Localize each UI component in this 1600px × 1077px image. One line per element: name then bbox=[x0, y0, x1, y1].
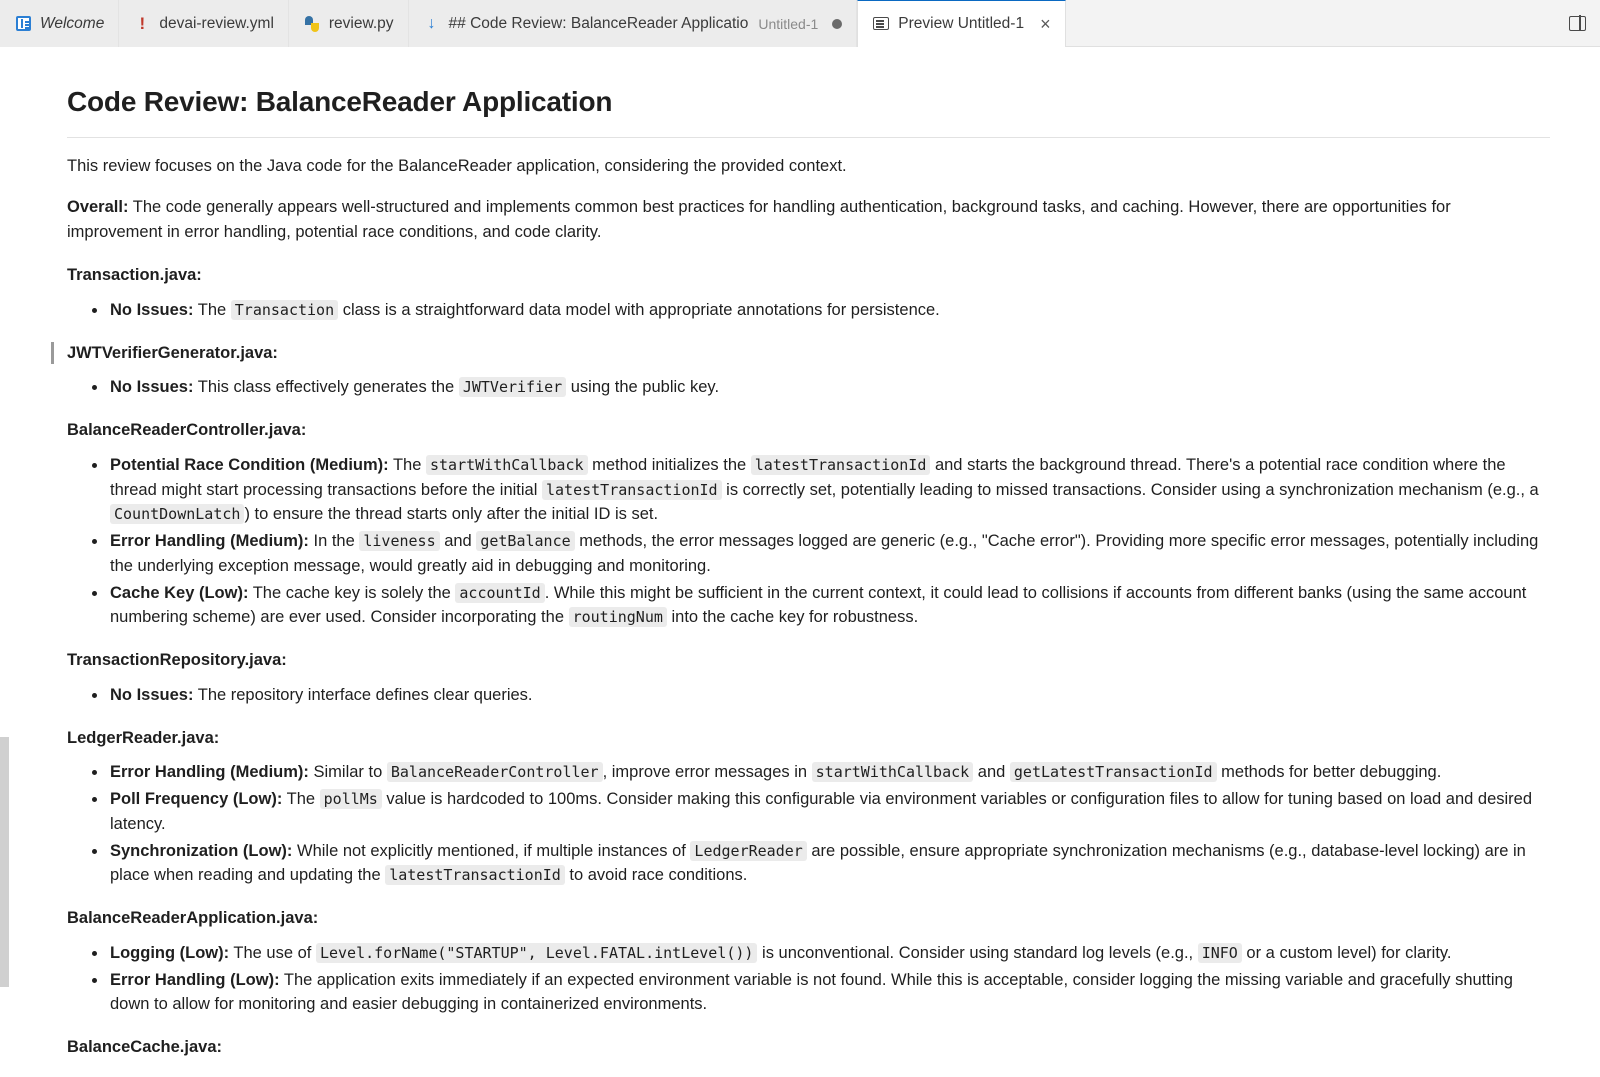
item-text: Similar to bbox=[308, 763, 387, 782]
item-text: and starts the background thread. There's a potential race condition where the thread might start processing transactions before the initial bbox=[110, 455, 1506, 499]
close-icon[interactable]: × bbox=[1040, 13, 1051, 34]
item-label: Error Handling (Medium): bbox=[110, 763, 309, 782]
tab-dirty-indicator[interactable] bbox=[832, 19, 842, 29]
inline-code: latestTransactionId bbox=[385, 865, 565, 885]
item-label: No Issues: bbox=[110, 685, 194, 704]
item-text: or a custom level) for clarity. bbox=[1241, 943, 1452, 962]
item-label: Logging (Low): bbox=[110, 943, 230, 962]
inline-code: CountDownLatch bbox=[110, 504, 244, 524]
python-icon bbox=[303, 15, 321, 33]
welcome-icon bbox=[14, 15, 32, 33]
inline-code: startWithCallback bbox=[426, 455, 588, 475]
item-text: The bbox=[193, 300, 231, 319]
item-text: The bbox=[388, 455, 426, 474]
inline-code: LedgerReader bbox=[690, 841, 806, 861]
item-text: ) to ensure the thread starts only after the initial ID is set. bbox=[244, 505, 659, 524]
list-item bbox=[110, 968, 1550, 1018]
item-text: to avoid race conditions. bbox=[564, 866, 748, 885]
overall-paragraph bbox=[67, 195, 1550, 245]
markdown-icon: ↓ bbox=[427, 14, 436, 32]
item-label: No Issues: bbox=[110, 300, 194, 319]
section-heading: BalanceReaderController.java: bbox=[67, 421, 307, 440]
item-text: The cache key is solely the bbox=[248, 583, 456, 602]
item-label: Poll Frequency (Low): bbox=[110, 790, 283, 809]
item-text: class is a straightforward data model with appropriate annotations for persistence. bbox=[338, 300, 940, 319]
item-text: methods, the error messages logged are generic (e.g., "Cache error"). Providing more specific error messages, potentially including the underlying exception message, would greatly aid in debugging and monitoring. bbox=[110, 532, 1539, 575]
section-bullet-list bbox=[67, 375, 1550, 400]
section-bullet-list bbox=[67, 298, 1550, 323]
inline-code: pollMs bbox=[320, 789, 382, 809]
list-item bbox=[110, 787, 1550, 837]
item-text: and bbox=[973, 763, 1010, 782]
item-text: is correctly set, potentially leading to missed transactions. Consider using a synchronization mechanism (e.g., a bbox=[721, 480, 1539, 499]
inline-code: latestTransactionId bbox=[542, 480, 722, 500]
tab-label: Welcome bbox=[40, 14, 105, 32]
inline-code: Transaction bbox=[231, 300, 338, 320]
item-text: The repository interface defines clear queries. bbox=[193, 685, 533, 704]
tab-label: ## Code Review: BalanceReader Applicatio bbox=[448, 14, 749, 32]
tab-label: devai-review.yml bbox=[159, 14, 274, 32]
tab-label: Preview Untitled-1 bbox=[898, 14, 1025, 32]
item-label: Cache Key (Low): bbox=[110, 583, 249, 602]
section-heading: Transaction.java: bbox=[67, 266, 202, 285]
review-sections bbox=[67, 263, 1550, 1060]
item-text: The use of bbox=[229, 943, 316, 962]
inline-code: routingNum bbox=[569, 607, 667, 627]
section-heading: LedgerReader.java: bbox=[67, 728, 220, 747]
editor-tab-0[interactable] bbox=[0, 0, 119, 47]
item-text: The application exits immediately if an expected environment variable is not found. While this is acceptable, consider logging the missing variable and gracefully shutting down to allow for monitoring and easier debugging in containerized environments. bbox=[110, 970, 1513, 1014]
item-text: and bbox=[439, 532, 477, 551]
preview-pane bbox=[0, 47, 1600, 1077]
item-text: methods for better debugging. bbox=[1216, 763, 1442, 782]
page-title: Code Review: BalanceReader Application bbox=[67, 81, 1550, 138]
overall-label: Overall: bbox=[67, 198, 129, 217]
section-heading: JWTVerifierGenerator.java: bbox=[67, 341, 1550, 366]
inline-code: JWTVerifier bbox=[459, 377, 566, 397]
item-text: is unconventional. Consider using standard log levels (e.g., bbox=[757, 943, 1198, 962]
section-bullet-list bbox=[67, 941, 1550, 1017]
overall-text: The code generally appears well-structured and implements common best practices for handling authentication, background tasks, and caching. However, there are opportunities for improvement in error handling, potential race conditions, and code clarity. bbox=[67, 198, 1451, 242]
editor-tab-4[interactable] bbox=[857, 0, 1065, 47]
section-bullet-list bbox=[67, 683, 1550, 708]
list-item bbox=[110, 581, 1550, 631]
editor-tab-1[interactable] bbox=[119, 0, 289, 47]
item-text: . While this might be sufficient in the current context, it could lead to collisions if accounts from different banks (using the same account numbering scheme) are ever used. Consider incorporating the bbox=[110, 583, 1527, 627]
item-text: method initializes the bbox=[587, 455, 751, 474]
item-text: using the public key. bbox=[566, 378, 720, 397]
inline-code: accountId bbox=[455, 583, 544, 603]
list-item bbox=[110, 941, 1550, 966]
yaml-icon: ! bbox=[139, 14, 146, 33]
item-label: Synchronization (Low): bbox=[110, 841, 293, 860]
item-label: Potential Race Condition (Medium): bbox=[110, 455, 389, 474]
inline-code: INFO bbox=[1198, 943, 1242, 963]
tabbar-actions bbox=[1555, 0, 1600, 46]
list-item bbox=[110, 529, 1550, 579]
item-text: , improve error messages in bbox=[602, 763, 812, 782]
section-heading: BalanceReaderApplication.java: bbox=[67, 909, 319, 928]
inline-code: liveness bbox=[359, 531, 439, 551]
inline-code: Level.forName("STARTUP", Level.FATAL.intLevel()) bbox=[316, 943, 757, 963]
list-item bbox=[110, 298, 1550, 323]
item-text: The bbox=[282, 790, 320, 809]
editor-tab-2[interactable] bbox=[289, 0, 409, 47]
item-text: While not explicitly mentioned, if multiple instances of bbox=[292, 841, 691, 860]
split-editor-icon[interactable] bbox=[1569, 16, 1586, 31]
preview-icon bbox=[872, 15, 890, 33]
item-label: Error Handling (Medium): bbox=[110, 532, 309, 551]
editor-tab-bar bbox=[0, 0, 1600, 47]
item-text: value is hardcoded to 100ms. Consider making this configurable via environment variables or configuration files to allow for tuning based on load and desired latency. bbox=[110, 790, 1533, 833]
markdown-preview-content bbox=[0, 47, 1600, 1060]
list-item bbox=[110, 683, 1550, 708]
inline-code: BalanceReaderController bbox=[387, 762, 603, 782]
list-item bbox=[110, 375, 1550, 400]
inline-code: startWithCallback bbox=[812, 762, 974, 782]
item-text: In the bbox=[308, 532, 360, 551]
item-text: are possible, ensure appropriate synchronization mechanisms (e.g., database-level locking) are in place when reading and updating the bbox=[110, 841, 1526, 885]
list-item bbox=[110, 839, 1550, 889]
vertical-scrollbar[interactable] bbox=[0, 737, 9, 987]
item-label: Error Handling (Low): bbox=[110, 970, 280, 989]
intro-paragraph: This review focuses on the Java code for the BalanceReader application, considering the provided context. bbox=[67, 157, 847, 175]
item-text: This class effectively generates the bbox=[193, 378, 459, 397]
inline-code: latestTransactionId bbox=[751, 455, 931, 475]
tab-label: review.py bbox=[328, 14, 394, 32]
inline-code: getBalance bbox=[476, 531, 574, 551]
tab-suffix: Untitled-1 bbox=[758, 15, 819, 32]
item-text: into the cache key for robustness. bbox=[666, 608, 919, 627]
inline-code: getLatestTransactionId bbox=[1010, 762, 1217, 782]
item-label: No Issues: bbox=[110, 378, 194, 397]
section-bullet-list bbox=[67, 453, 1550, 630]
list-item bbox=[110, 760, 1550, 785]
editor-tab-3[interactable] bbox=[409, 0, 858, 47]
list-item bbox=[110, 453, 1550, 527]
section-heading: TransactionRepository.java: bbox=[67, 651, 287, 670]
section-bullet-list bbox=[67, 760, 1550, 888]
section-heading: BalanceCache.java: bbox=[67, 1038, 223, 1057]
